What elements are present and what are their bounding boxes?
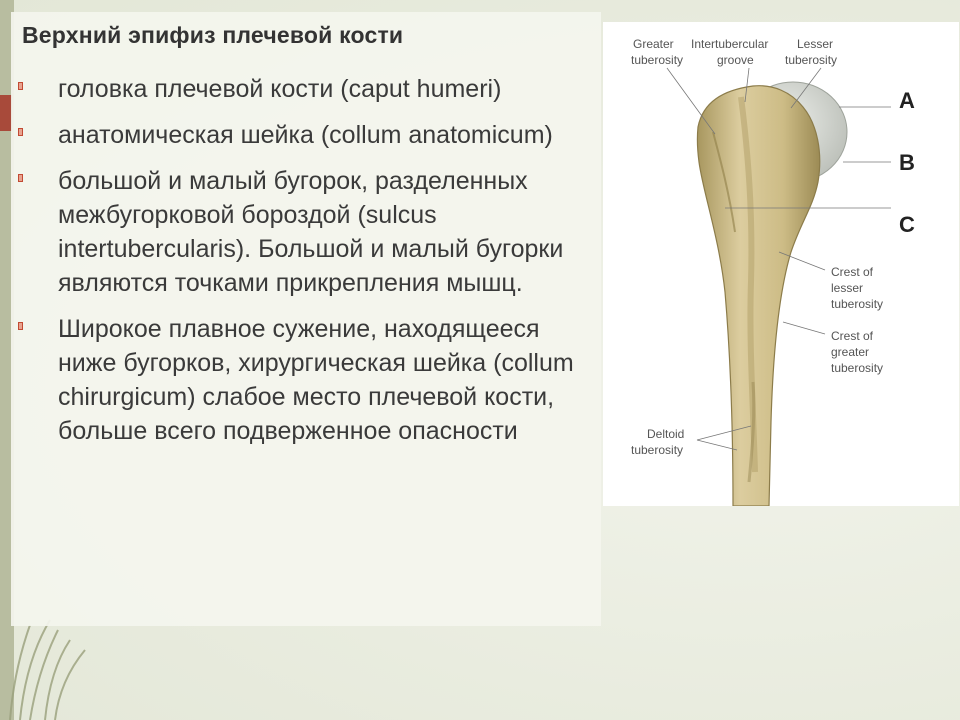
label-intertubercular-groove: Intertubercular <box>691 37 769 51</box>
label-deltoid-tuberosity-1: Deltoid <box>647 427 685 441</box>
label-lesser-tuberosity-2: tuberosity <box>785 53 838 67</box>
bullet-text: головка плечевой кости (caput humeri) <box>58 75 502 103</box>
bullet-marker-icon <box>18 128 23 136</box>
bullet-marker-icon <box>18 322 23 330</box>
humerus-illustration <box>603 22 959 506</box>
bullet-list <box>18 72 588 460</box>
bullet-marker-icon <box>18 174 23 182</box>
label-crest-lesser-2: lesser <box>831 281 864 295</box>
bullet-marker-icon <box>18 82 23 90</box>
bullet-text: большой и малый бугорок, разделенных межбугорковой бороздой (sulcus intertubercularis). Большой и малый бугорки являются точками прикрепления мышц. <box>58 167 564 297</box>
label-greater-tuberosity-2: tuberosity <box>631 53 684 67</box>
bullet-text: Широкое плавное сужение, находящееся ниже бугорков, хирургическая шейка (collum chirurgicum) слабое место плечевой кости, больше всего подверженное опасности <box>58 315 574 445</box>
humerus-bone <box>697 86 819 506</box>
slide-title: Верхний эпифиз плечевой кости <box>22 22 404 48</box>
label-crest-greater-3: tuberosity <box>831 361 884 375</box>
label-intertubercular-groove-2: groove <box>717 53 754 67</box>
label-a: A <box>899 88 915 113</box>
label-crest-lesser-3: tuberosity <box>831 297 884 311</box>
label-greater-tuberosity: Greater <box>633 37 674 51</box>
bullet-item <box>18 118 588 152</box>
label-c: C <box>899 212 915 237</box>
bullet-item <box>18 312 588 448</box>
bullet-item <box>18 164 588 300</box>
humerus-svg <box>603 22 959 506</box>
label-crest-lesser-1: Crest of <box>831 265 874 279</box>
label-b: B <box>899 150 915 175</box>
bullet-item <box>18 72 588 106</box>
label-crest-greater-1: Crest of <box>831 329 874 343</box>
label-crest-greater-2: greater <box>831 345 870 359</box>
label-deltoid-tuberosity-2: tuberosity <box>631 443 684 457</box>
bullet-text: анатомическая шейка (collum anatomicum) <box>58 121 553 149</box>
label-lesser-tuberosity: Lesser <box>797 37 834 51</box>
